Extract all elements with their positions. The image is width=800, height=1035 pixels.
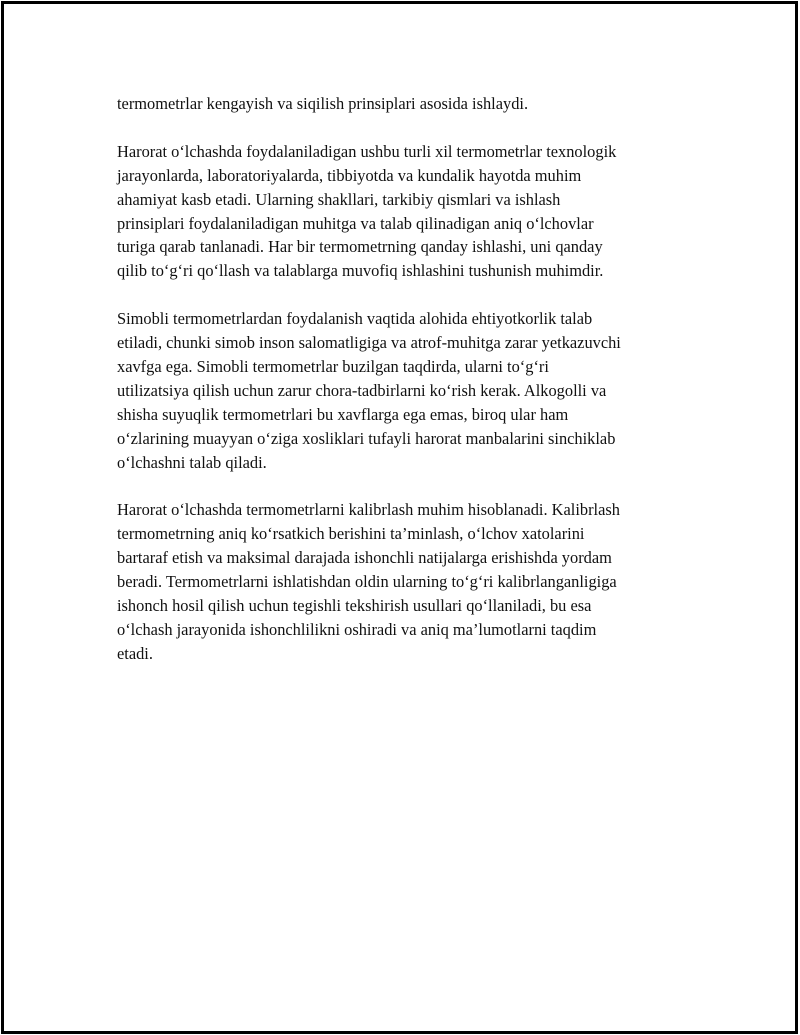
document-body xyxy=(117,92,687,690)
text-line: Harorat o‘lchashda foydalaniladigan ushbu turli xil termometrlar texnologik xyxy=(117,141,617,161)
text-line: Simobli termometrlardan foydalanish vaqtida alohida ehtiyotkorlik talab xyxy=(117,309,593,329)
text-line: o‘lchash jarayonida ishonchlilikni oshiradi va aniq ma’lumotlarni taqdim xyxy=(117,619,597,639)
text-line: o‘lchashni talab qiladi. xyxy=(117,452,267,472)
text-line: termometrlar kengayish va siqilish prinsiplari asosida ishlaydi. xyxy=(117,94,529,113)
text-line: jarayonlarda, laboratoriyalarda, tibbiyotda va kundalik hayotda muhim xyxy=(117,165,582,185)
text-line: shisha suyuqlik termometrlari bu xavflarga ega emas, biroq ular ham xyxy=(117,404,569,424)
text-line: beradi. Termometrlarni ishlatishdan oldin ularning to‘g‘ri kalibrlanganligiga xyxy=(117,572,617,592)
text-line: bartaraf etish va maksimal darajada ishonchli natijalarga erishishda yordam xyxy=(117,548,612,568)
paragraph-1 xyxy=(117,92,687,116)
paragraph-4 xyxy=(117,498,687,665)
paragraph-3 xyxy=(117,307,687,474)
text-line: ahamiyat kasb etadi. Ularning shakllari, tarkibiy qismlari va ishlash xyxy=(117,189,561,209)
text-line: o‘zlarining muayyan o‘ziga xosliklari tufayli harorat manbalarini sinchiklab xyxy=(117,428,616,448)
text-line: ishonch hosil qilish uchun tegishli tekshirish usullari qo‘llaniladi, bu esa xyxy=(117,595,592,615)
text-line: etiladi, chunki simob inson salomatligiga va atrof-muhitga zarar yetkazuvchi xyxy=(117,333,621,353)
text-line: termometrning aniq ko‘rsatkich berishini ta’minlash, o‘lchov xatolarini xyxy=(117,524,585,544)
paragraph-2 xyxy=(117,140,687,283)
text-line: xavfga ega. Simobli termometrlar buzilgan taqdirda, ularni to‘g‘ri xyxy=(117,356,549,376)
text-line: turiga qarab tanlanadi. Har bir termometrning qanday ishlashi, uni qanday xyxy=(117,237,603,257)
text-line: prinsiplari foydalaniladigan muhitga va talab qilinadigan aniq o‘lchovlar xyxy=(117,213,594,233)
text-line: qilib to‘g‘ri qo‘llash va talablarga muvofiq ishlashini tushunish muhimdir. xyxy=(117,261,604,281)
text-line: utilizatsiya qilish uchun zarur chora-tadbirlarni ko‘rish kerak. Alkogolli va xyxy=(117,380,607,400)
text-line: etadi. xyxy=(117,643,153,663)
text-line: Harorat o‘lchashda termometrlarni kalibrlash muhim hisoblanadi. Kalibrlash xyxy=(117,500,620,520)
